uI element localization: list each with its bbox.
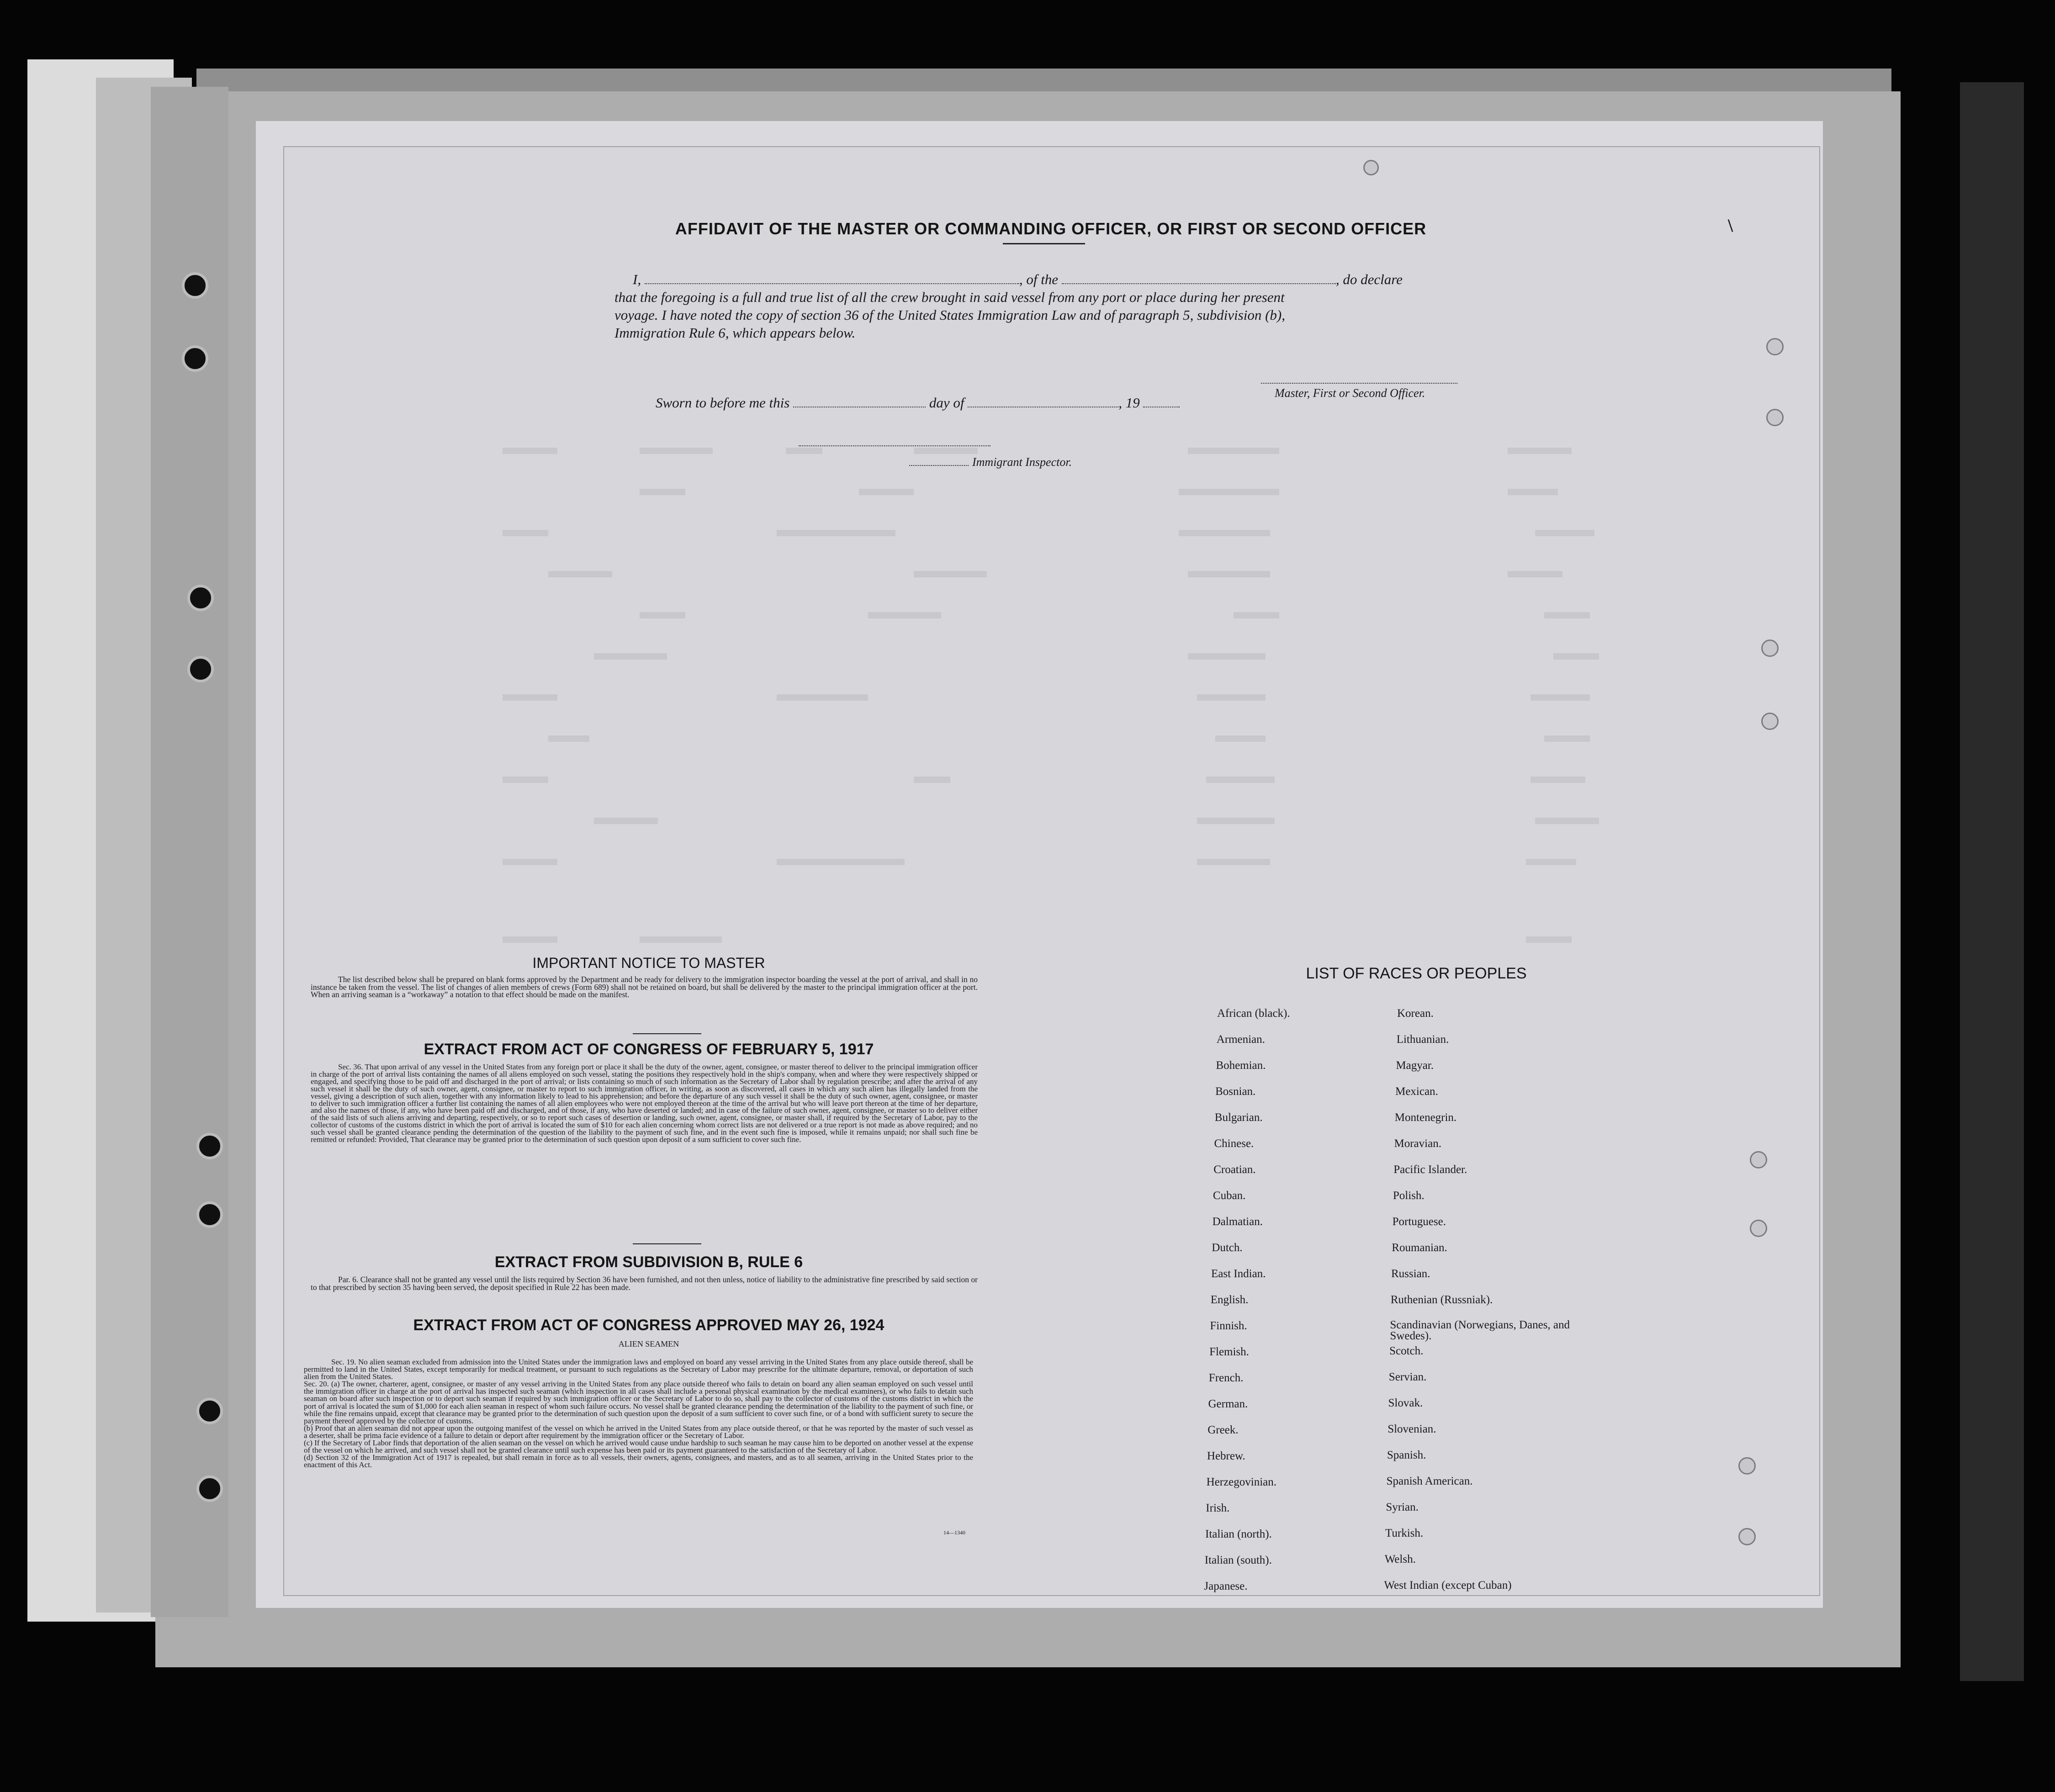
vessel-name-field[interactable]	[1062, 283, 1336, 284]
extract-1917-body: Sec. 36. That upon arrival of any vessel in the United States from any foreign port or place it shall be the duty of the owner, agent, consignee, or master thereof to deliver to the principal immigration officer in charge of the port of arrival lists containing the names of all aliens employed on such vessel, stating the positions they respectively hold in the ship's company, when and where they were respectively shipped or engaged, and specifying those to be paid off and discharged in the port of arrival; or lists containing so much of such information as the Secretary of Labor shall by regulation prescribe; and after the arrival of any such vessel it shall be the duty of such owner, agent, consignee, or master to report to such immigration officer, in writing, as soon as discovered, all cases in which any such alien has illegally landed from the vessel, giving a description of such alien, together with any information likely to lead to his apprehension; and before the departure of any such vessel it shall be the duty of such owner, agent, consignee, or master to deliver to such immigration officer a further list containing the names of all alien employees who were not employed thereon at the time of the arrival but who will leave port thereon at the time of her departure, and also the names of those, if any, who have been paid off and discharged, and of those, if any, who have deserted or landed; and in case of the failure of such owner, agent, consignee, or master so to deliver either of the said lists of such aliens arriving and departing, respectively, or so to report such cases of desertion or landing, such owner, agent, consignee, or master shall, if required by the Secretary of Labor, pay to the collector of customs of the customs district in which the port of arrival is located the sum of $10 for each alien concerning whom correct lists are not delivered or a true report is not made as above required; and no such vessel shall be granted clearance pending the determination of the question of the liability to the payment of such fine, and in the event such fine is imposed, while it remains unpaid; nor shall such fine be remitted or refunded: Provided, That clearance may be granted prior to the determination of such question upon deposit of a sum sufficient to cover such fine.	[311, 1063, 978, 1144]
section-divider	[633, 1243, 701, 1244]
alien-seamen-subheading: ALIEN SEAMEN	[618, 1339, 679, 1348]
corner-mark: \	[1728, 215, 1733, 236]
punch-hole	[1761, 713, 1779, 730]
extract-1924-body: Sec. 19. No alien seaman excluded from admission into the United States under the immigration laws and employed on board any vessel arriving in the United States from any place outside thereof, shall be permitted to land in the United States, except temporarily for medical treatment, or pursuant to such regulations as the Secretary of Labor may prescribe for the ultimate departure, removal, or deportation of such alien from the United States. Sec. 20. (a) The owner, charterer, agent, consignee, or master of any vessel arriving in the United States from any place outside thereof who fails to detain on board any alien seaman employed on such vessel until the immigration officer in charge at the port of arrival has inspected such seaman (which inspection in all cases shall include a personal physical examination by the medical examiners), or who fails to detain such seaman on board after such inspection or to deport such seaman if required by such immigration officer or the Secretary of Labor to do so, shall pay to the collector of customs of the customs district in which the port of arrival is located the sum of $1,000 for each alien seaman in respect of whom such failure occurs. No vessel shall be granted clearance pending the determination of the liability to the payment of such fine, or while the fine remains unpaid, except that clearance may be granted prior to the determination of such question upon the deposit of a sum sufficient to cover such fine, or of a bond with sufficient surety to secure the payment thereof approved by the collector of customs. (b) Proof that an alien seaman did not appear upon the outgoing manifest of the vessel on which he arrived in the United States from any place outside thereof, or that he was reported by the master of such vessel as a deserter, shall be prima facie evidence of a failure to detain or deport after requirement by the immigration officer or the Secretary of Labor. (c) If the Secretary of Labor finds that deportation of the alien seaman on the vessel on which he arrived would cause undue hardship to such seaman he may cause him to be deported on another vessel at the expense of the vessel on which he arrived, and such vessel shall not be granted clearance until such expense has been paid or its payment guaranteed to the satisfaction of the Secretary of Labor. (d) Section 32 of the Immigration Act of 1917 is repealed, but shall remain in force as to all vessels, their owners, agents, consignees, and masters, and as to all seamen, arriving in the United States prior to the enactment of this Act.	[304, 1358, 973, 1470]
race-item: German.	[1208, 1398, 1248, 1410]
sworn-day-label: day of	[929, 395, 964, 411]
race-item: Magyar.	[1396, 1059, 1434, 1072]
race-item: Servian.	[1388, 1371, 1427, 1383]
race-item: French.	[1208, 1372, 1244, 1384]
race-item: Welsh.	[1384, 1553, 1416, 1565]
declaration-line2: that the foregoing is a full and true list of all the crew brought in said vessel from any port or place during her present	[614, 289, 1285, 305]
race-item: Flemish.	[1209, 1346, 1249, 1358]
race-item: Slovak.	[1388, 1397, 1423, 1409]
race-item: West Indian (except Cuban)	[1384, 1579, 1512, 1591]
sworn-year-label: , 19	[1118, 395, 1140, 411]
race-item: Polish.	[1393, 1189, 1425, 1202]
officer-name-field[interactable]	[645, 283, 1019, 284]
rule6-body: Par. 6. Clearance shall not be granted any vessel until the lists required by Section 36 have been furnished, and not then unless, notice of liability to the administrative fine prescribed by said section or to that prescribed by section 35 having been served, the deposit specified in Rule 22 has been made.	[311, 1275, 978, 1292]
race-item: Dalmatian.	[1212, 1216, 1263, 1228]
extract-1924-heading: EXTRACT FROM ACT OF CONGRESS APPROVED MAY 26, 1924	[413, 1316, 884, 1334]
race-item: Russian.	[1391, 1268, 1430, 1280]
binder-left-edge	[151, 87, 228, 1617]
race-item: Finnish.	[1210, 1320, 1247, 1332]
declaration-line1-start: I,	[633, 271, 641, 287]
race-item: English.	[1210, 1294, 1249, 1306]
race-item: Syrian.	[1386, 1501, 1419, 1513]
race-item: Italian (south).	[1204, 1554, 1272, 1566]
master-signature-line[interactable]	[1261, 383, 1457, 384]
race-item: Bosnian.	[1215, 1085, 1256, 1098]
notice-body: The list described below shall be prepared on blank forms approved by the Department and be ready for delivery to the immigration inspector boarding the vessel at the port of arrival, and shall in no instance be taken from the vessel. The list of changes of alien members of crews (Form 689) shall not be retained on board, but shall be delivered by the master to the principal immigration officer at the port. When an arriving seaman is a “workaway” a notation to that effect should be made on the manifest.	[311, 975, 978, 999]
punch-hole	[182, 345, 208, 372]
race-item: Lithuanian.	[1396, 1033, 1449, 1046]
section-divider	[633, 1033, 701, 1034]
declaration-line1-end: , do declare	[1335, 271, 1403, 287]
notice-heading: IMPORTANT NOTICE TO MASTER	[532, 955, 765, 971]
race-item: Herzegovinian.	[1206, 1476, 1276, 1488]
race-item: Turkish.	[1385, 1527, 1424, 1539]
race-item: Greek.	[1208, 1424, 1239, 1436]
race-item: Scandinavian (Norwegians, Danes, and Swedes).	[1390, 1319, 1570, 1342]
declaration-line1-mid: , of the	[1019, 271, 1059, 287]
punch-hole	[196, 1201, 223, 1228]
race-item: Spanish American.	[1386, 1475, 1473, 1487]
punch-hole	[187, 656, 214, 682]
punch-hole	[182, 272, 208, 299]
title-divider	[1003, 243, 1085, 244]
race-item: Moravian.	[1394, 1137, 1441, 1150]
binder-right-strip	[1960, 82, 2024, 1681]
race-item: Spanish.	[1387, 1449, 1426, 1461]
race-item: Bohemian.	[1216, 1059, 1266, 1072]
race-item: Italian (north).	[1205, 1528, 1272, 1540]
punch-hole	[1750, 1151, 1767, 1168]
affidavit-declaration	[614, 270, 1483, 342]
race-item: Portuguese.	[1392, 1216, 1446, 1228]
punch-hole	[1750, 1220, 1767, 1237]
race-item: Irish.	[1206, 1502, 1230, 1514]
punch-hole	[1363, 160, 1379, 175]
race-item: Croatian.	[1213, 1163, 1256, 1176]
race-item: Slovenian.	[1388, 1423, 1436, 1435]
race-item: Chinese.	[1214, 1137, 1254, 1150]
race-item: East Indian.	[1211, 1268, 1266, 1280]
punch-hole	[1761, 640, 1779, 657]
master-signature-caption: Master, First or Second Officer.	[1275, 386, 1425, 400]
rule6-heading: EXTRACT FROM SUBDIVISION B, RULE 6	[494, 1253, 803, 1271]
race-item: Montenegrin.	[1394, 1111, 1457, 1124]
affidavit-title: AFFIDAVIT OF THE MASTER OR COMMANDING OFFICER, OR FIRST OR SECOND OFFICER	[675, 219, 1427, 238]
race-item: African (black).	[1217, 1007, 1290, 1020]
race-item: Scotch.	[1389, 1345, 1424, 1357]
race-item: Roumanian.	[1392, 1242, 1447, 1254]
sworn-line	[656, 394, 1250, 412]
race-item: Ruthenian (Russniak).	[1390, 1294, 1493, 1306]
sworn-label: Sworn to before me this	[656, 395, 790, 411]
race-item: Armenian.	[1216, 1033, 1265, 1046]
bleed-through-texture	[503, 439, 1736, 964]
declaration-line4: Immigration Rule 6, which appears below.	[614, 325, 856, 341]
declaration-line3: voyage. I have noted the copy of section 36 of the United States Immigration Law and of paragraph 5, subdivision (b),	[614, 307, 1285, 323]
race-item: Korean.	[1397, 1007, 1434, 1020]
punch-hole	[1766, 409, 1784, 426]
race-item: Mexican.	[1395, 1085, 1438, 1098]
punch-hole	[1738, 1457, 1756, 1475]
race-item: Hebrew.	[1207, 1450, 1245, 1462]
punch-hole	[196, 1133, 223, 1159]
punch-hole	[1766, 338, 1784, 355]
inspector-signature-line[interactable]	[799, 445, 990, 446]
race-item: Bulgarian.	[1214, 1111, 1263, 1124]
extract-1917-heading: EXTRACT FROM ACT OF CONGRESS OF FEBRUARY 5, 1917	[424, 1041, 874, 1058]
race-item: Cuban.	[1213, 1189, 1246, 1202]
inspector-signature-dots	[909, 465, 969, 466]
race-item: Pacific Islander.	[1393, 1163, 1467, 1176]
punch-hole	[1738, 1528, 1756, 1545]
races-heading: LIST OF RACES OR PEOPLES	[1306, 965, 1527, 982]
race-item: Japanese.	[1204, 1580, 1248, 1592]
race-item: Dutch.	[1212, 1242, 1243, 1254]
punch-hole	[187, 585, 214, 611]
punch-hole	[196, 1398, 223, 1424]
form-number: 14—1340	[943, 1529, 965, 1536]
inspector-caption: Immigrant Inspector.	[972, 455, 1072, 469]
punch-hole	[196, 1475, 223, 1502]
